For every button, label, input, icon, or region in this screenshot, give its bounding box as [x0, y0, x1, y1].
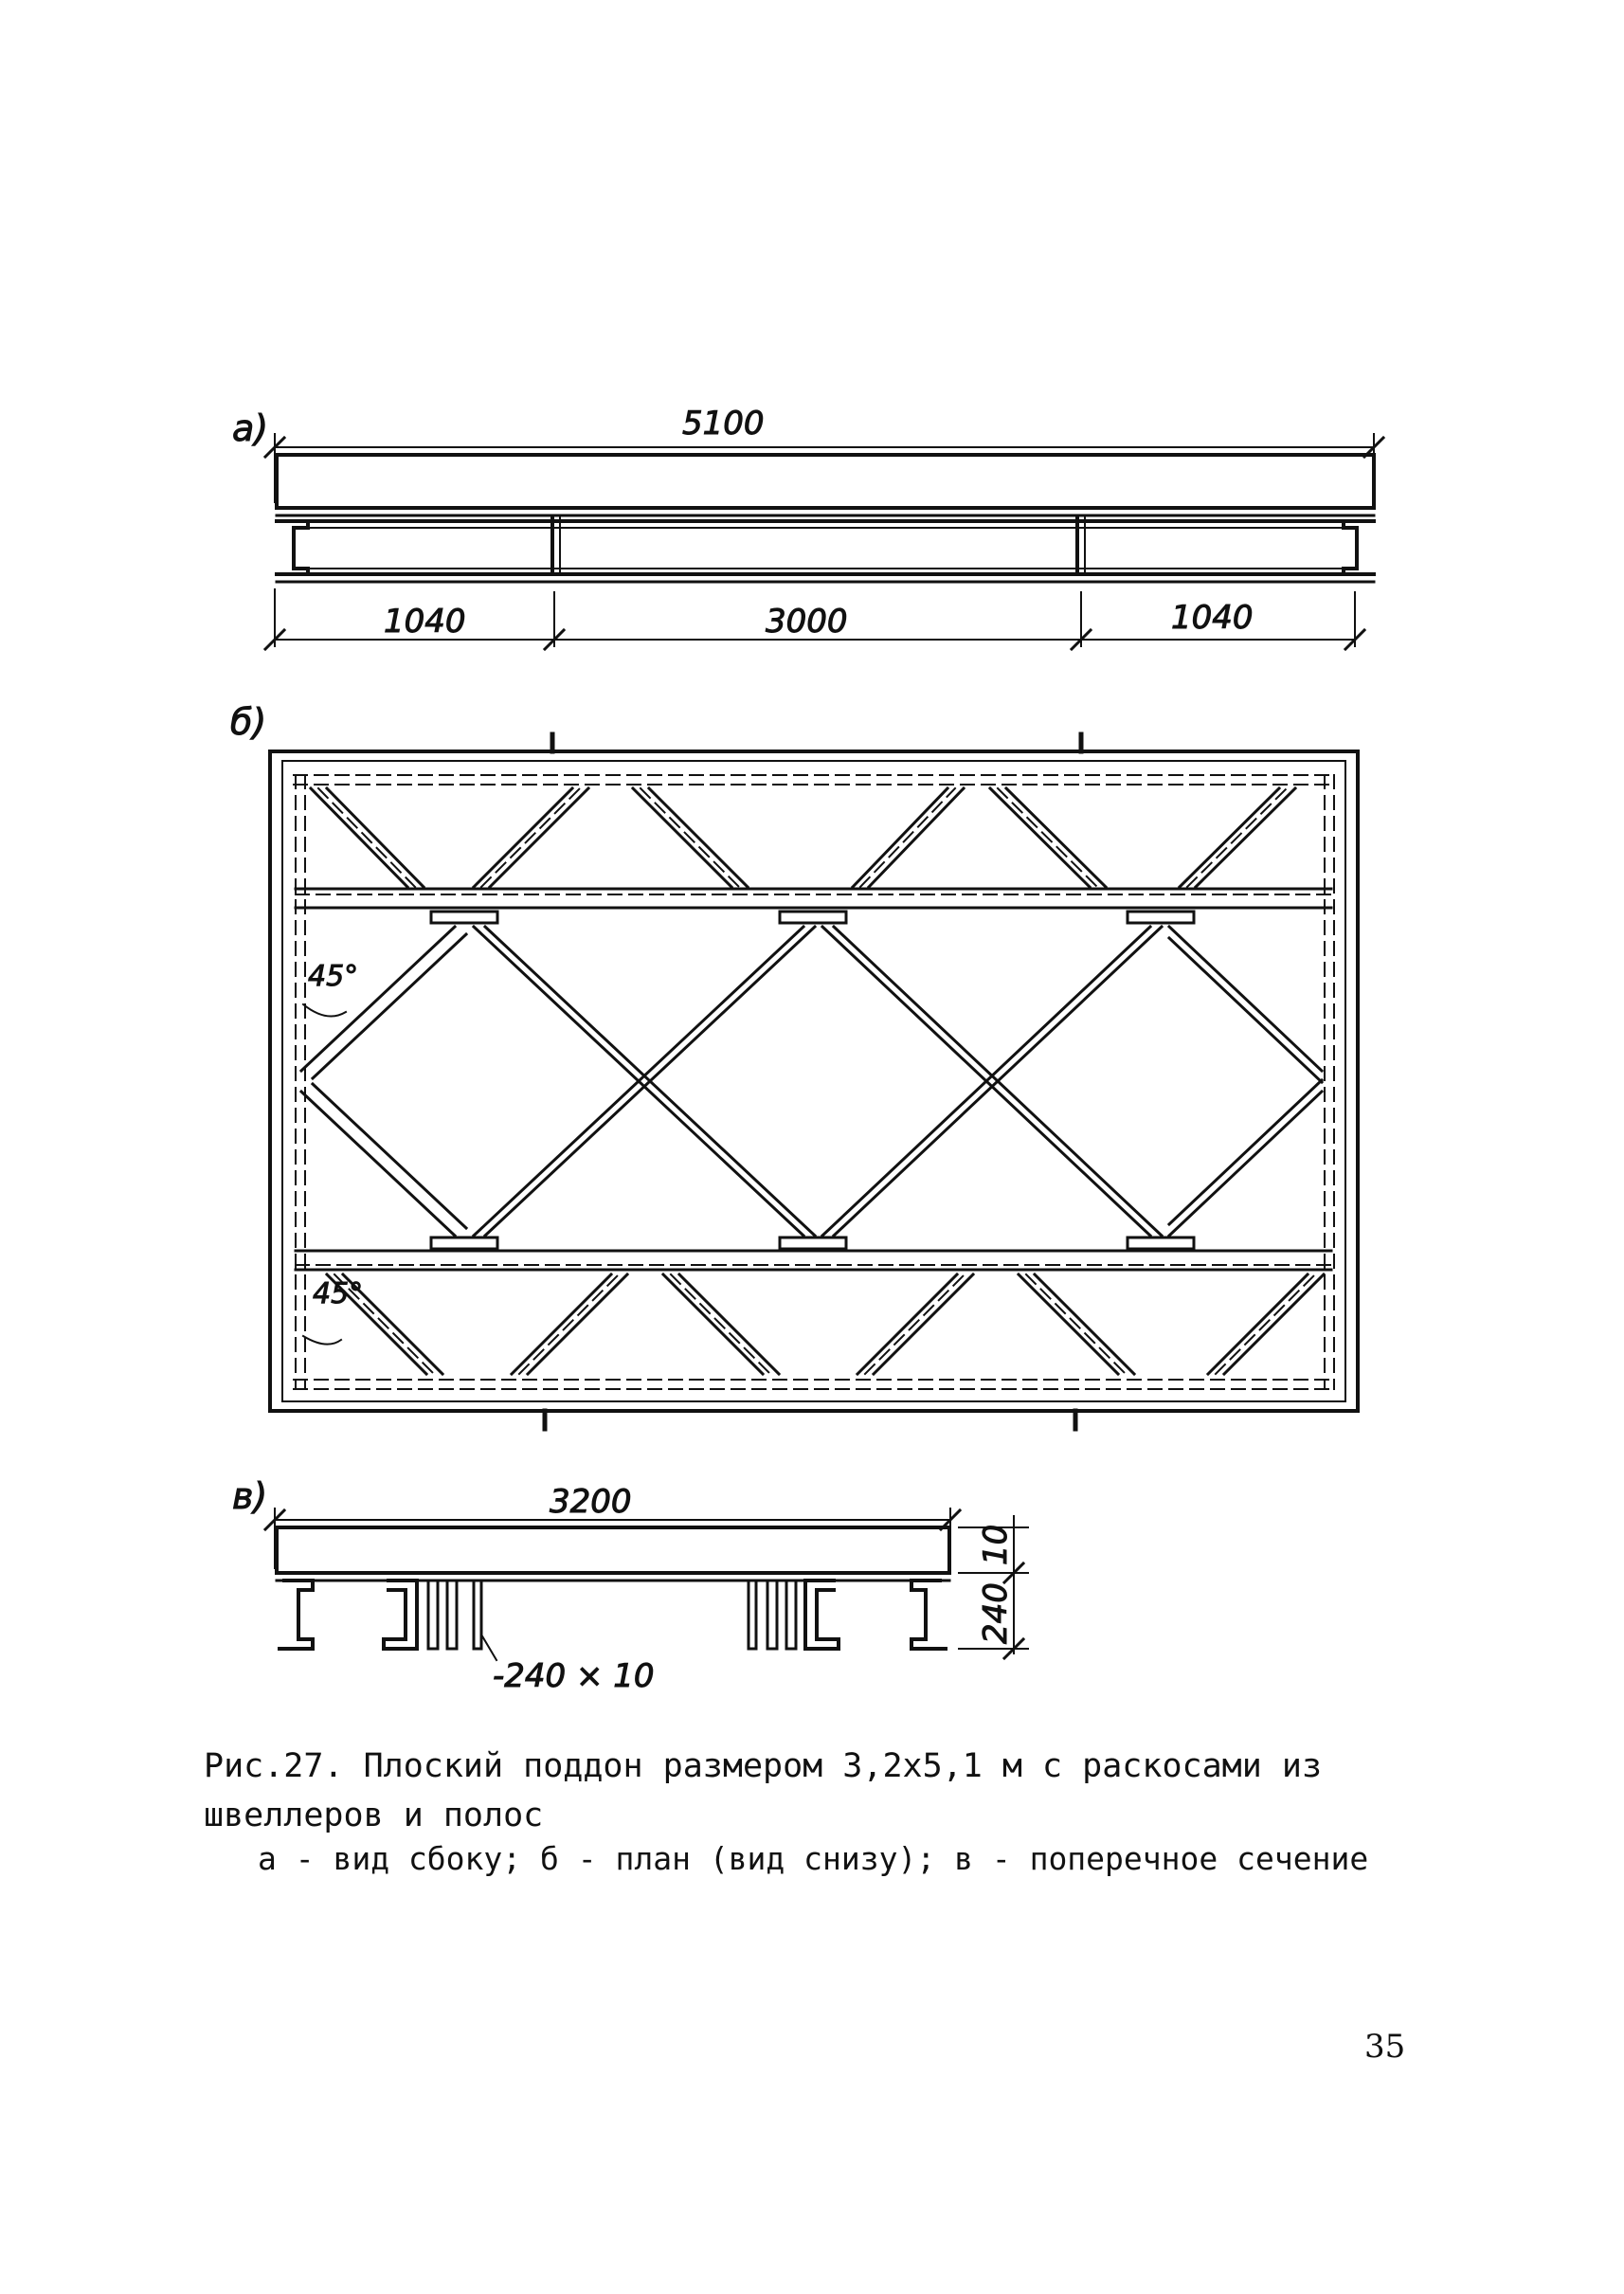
view-v-label: в) — [232, 1475, 268, 1517]
view-v-height-dim: 240 — [977, 1582, 1015, 1644]
view-v-strip-note: -240 × 10 — [493, 1657, 655, 1695]
view-b-angle-top: 45° — [308, 960, 359, 993]
view-a-dim-left: 1040 — [384, 603, 466, 641]
figure-caption-title: Рис.27. Плоский поддон размером 3,2х5,1 м с раскосами из швеллеров и полос — [204, 1747, 1323, 1834]
figure-caption-legend: а - вид сбоку; б - план (вид снизу); в - поперечное сечение — [258, 1840, 1369, 1877]
view-a-dim-middle: 3000 — [766, 603, 848, 641]
view-v-overall-dim: 3200 — [550, 1483, 632, 1521]
view-b-angle-bottom: 45° — [313, 1277, 364, 1310]
view-v-plate-dim: 10 — [977, 1524, 1015, 1565]
view-a-label: а) — [232, 407, 269, 449]
view-b-plan — [230, 701, 1358, 1429]
page-number: 35 — [1364, 2028, 1406, 2066]
view-a-overall-dim: 5100 — [682, 405, 765, 443]
view-v-section — [232, 1475, 1028, 1695]
view-a-side — [232, 405, 1383, 649]
view-a-dim-right: 1040 — [1171, 599, 1254, 637]
view-b-label: б) — [230, 701, 267, 743]
